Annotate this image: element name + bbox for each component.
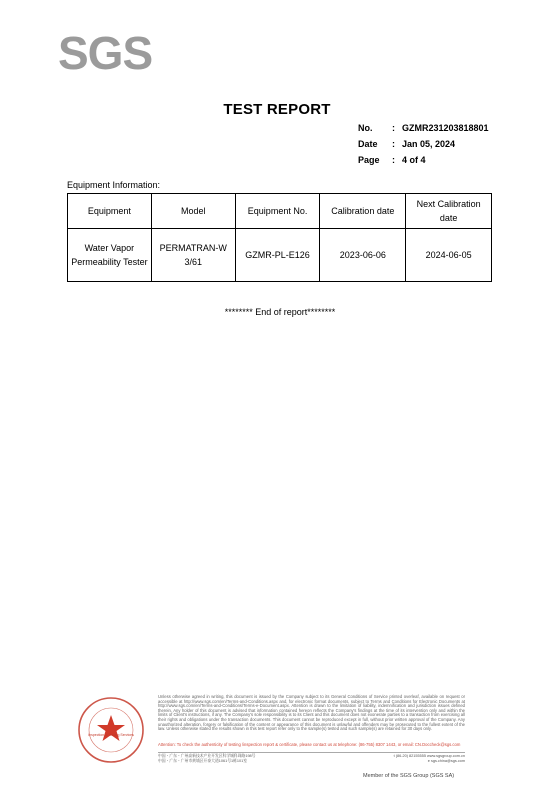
table-row [68, 229, 492, 282]
legal-disclaimer: Unless otherwise agreed in writing, this document is issued by the Company subject to its General Conditions of Service printed overleaf, available on request or accessible at http://www.sgs.com/en/Terms-and-Conditions.aspx and, for electronic format documents, subject to Terms and Conditions for Electronic Documents at http://www.sgs.com/en/Terms-and-Conditions/Terms-e-Document.aspx. Attention is drawn to the limitation of liability, indemnification and jurisdiction issues defined therein. Any holder of this document is advised that information contained hereon reflects the Company's findings at the time of its intervention only and within the limits of Client's instructions, if any. The Company's sole responsibility is to its Client and this document does not exonerate parties to a transaction from exercising all their rights and obligations under the transaction documents. This document cannot be reproduced except in full, without prior written approval of the Company. Any unauthorized alteration, forgery or falsification of the content or appearance of this document is unlawful and offenders may be prosecuted to the fullest extent of the law. Unless otherwise stated the results shown in this test report refer only to the sample(s) tested and such sample(s) are retained for 30 days only. [158, 694, 465, 732]
sgs-logo: SGS [58, 27, 153, 79]
meta-label: Page [358, 155, 380, 165]
contact-text: e sgs.china@sgs.com [427, 759, 465, 763]
column-header-calibration-date: Calibration date [320, 194, 406, 229]
meta-row-number [358, 120, 489, 136]
address-line [158, 759, 465, 764]
equipment-table [67, 193, 492, 282]
address-text: 中国・广东・广州高新技术产业开发区科学城科珠路198号 [158, 754, 256, 758]
meta-row-date [358, 136, 489, 152]
cell-equipment: Water Vapor Permeability Tester [68, 229, 152, 282]
report-meta [358, 120, 489, 168]
report-date: Jan 05, 2024 [402, 139, 456, 149]
meta-row-page [358, 152, 489, 168]
sgs-group-member-note: Member of the SGS Group (SGS SA) [363, 773, 455, 779]
report-number: GZMR231203818801 [402, 123, 489, 133]
cell-next-calibration-date: 2024-06-05 [406, 229, 492, 282]
column-header-next-calibration-date: Next Calibration date [406, 194, 492, 229]
cell-equipment-no: GZMR-PL-E126 [235, 229, 320, 282]
meta-label: Date [358, 139, 378, 149]
column-header-equipment: Equipment [68, 194, 152, 229]
cell-model: PERMATRAN-W 3/61 [151, 229, 235, 282]
contact-text: t (86-20) 82155555 www.sgsgroup.com.cn [393, 754, 465, 758]
seal-label: Inspection & Testing Services [88, 733, 134, 737]
table-header-row [68, 194, 492, 229]
column-header-equipment-no: Equipment No. [235, 194, 320, 229]
equipment-section-label: Equipment Information: [67, 180, 161, 190]
address-text: 中国・广东・广州市黄埔区开泰大道1061号1栋101室 [158, 759, 248, 763]
meta-separator: : [392, 155, 395, 165]
cell-calibration-date: 2023-06-06 [320, 229, 406, 282]
seal-stamp-icon [76, 695, 146, 765]
column-header-model: Model [151, 194, 235, 229]
page-title: TEST REPORT [223, 101, 331, 118]
meta-label: No. [358, 123, 373, 133]
end-of-report-note: ******** End of report******** [224, 307, 336, 317]
meta-separator: : [392, 139, 395, 149]
company-address [158, 752, 465, 764]
page-number: 4 of 4 [402, 155, 426, 165]
meta-separator: : [392, 123, 395, 133]
authenticity-notice: Attention: To check the authenticity of testing /inspection report & certificate, please contact us at telephone: (86-755) 8307 1443, or email: CN.Doccheck@sgs.com [158, 742, 461, 747]
